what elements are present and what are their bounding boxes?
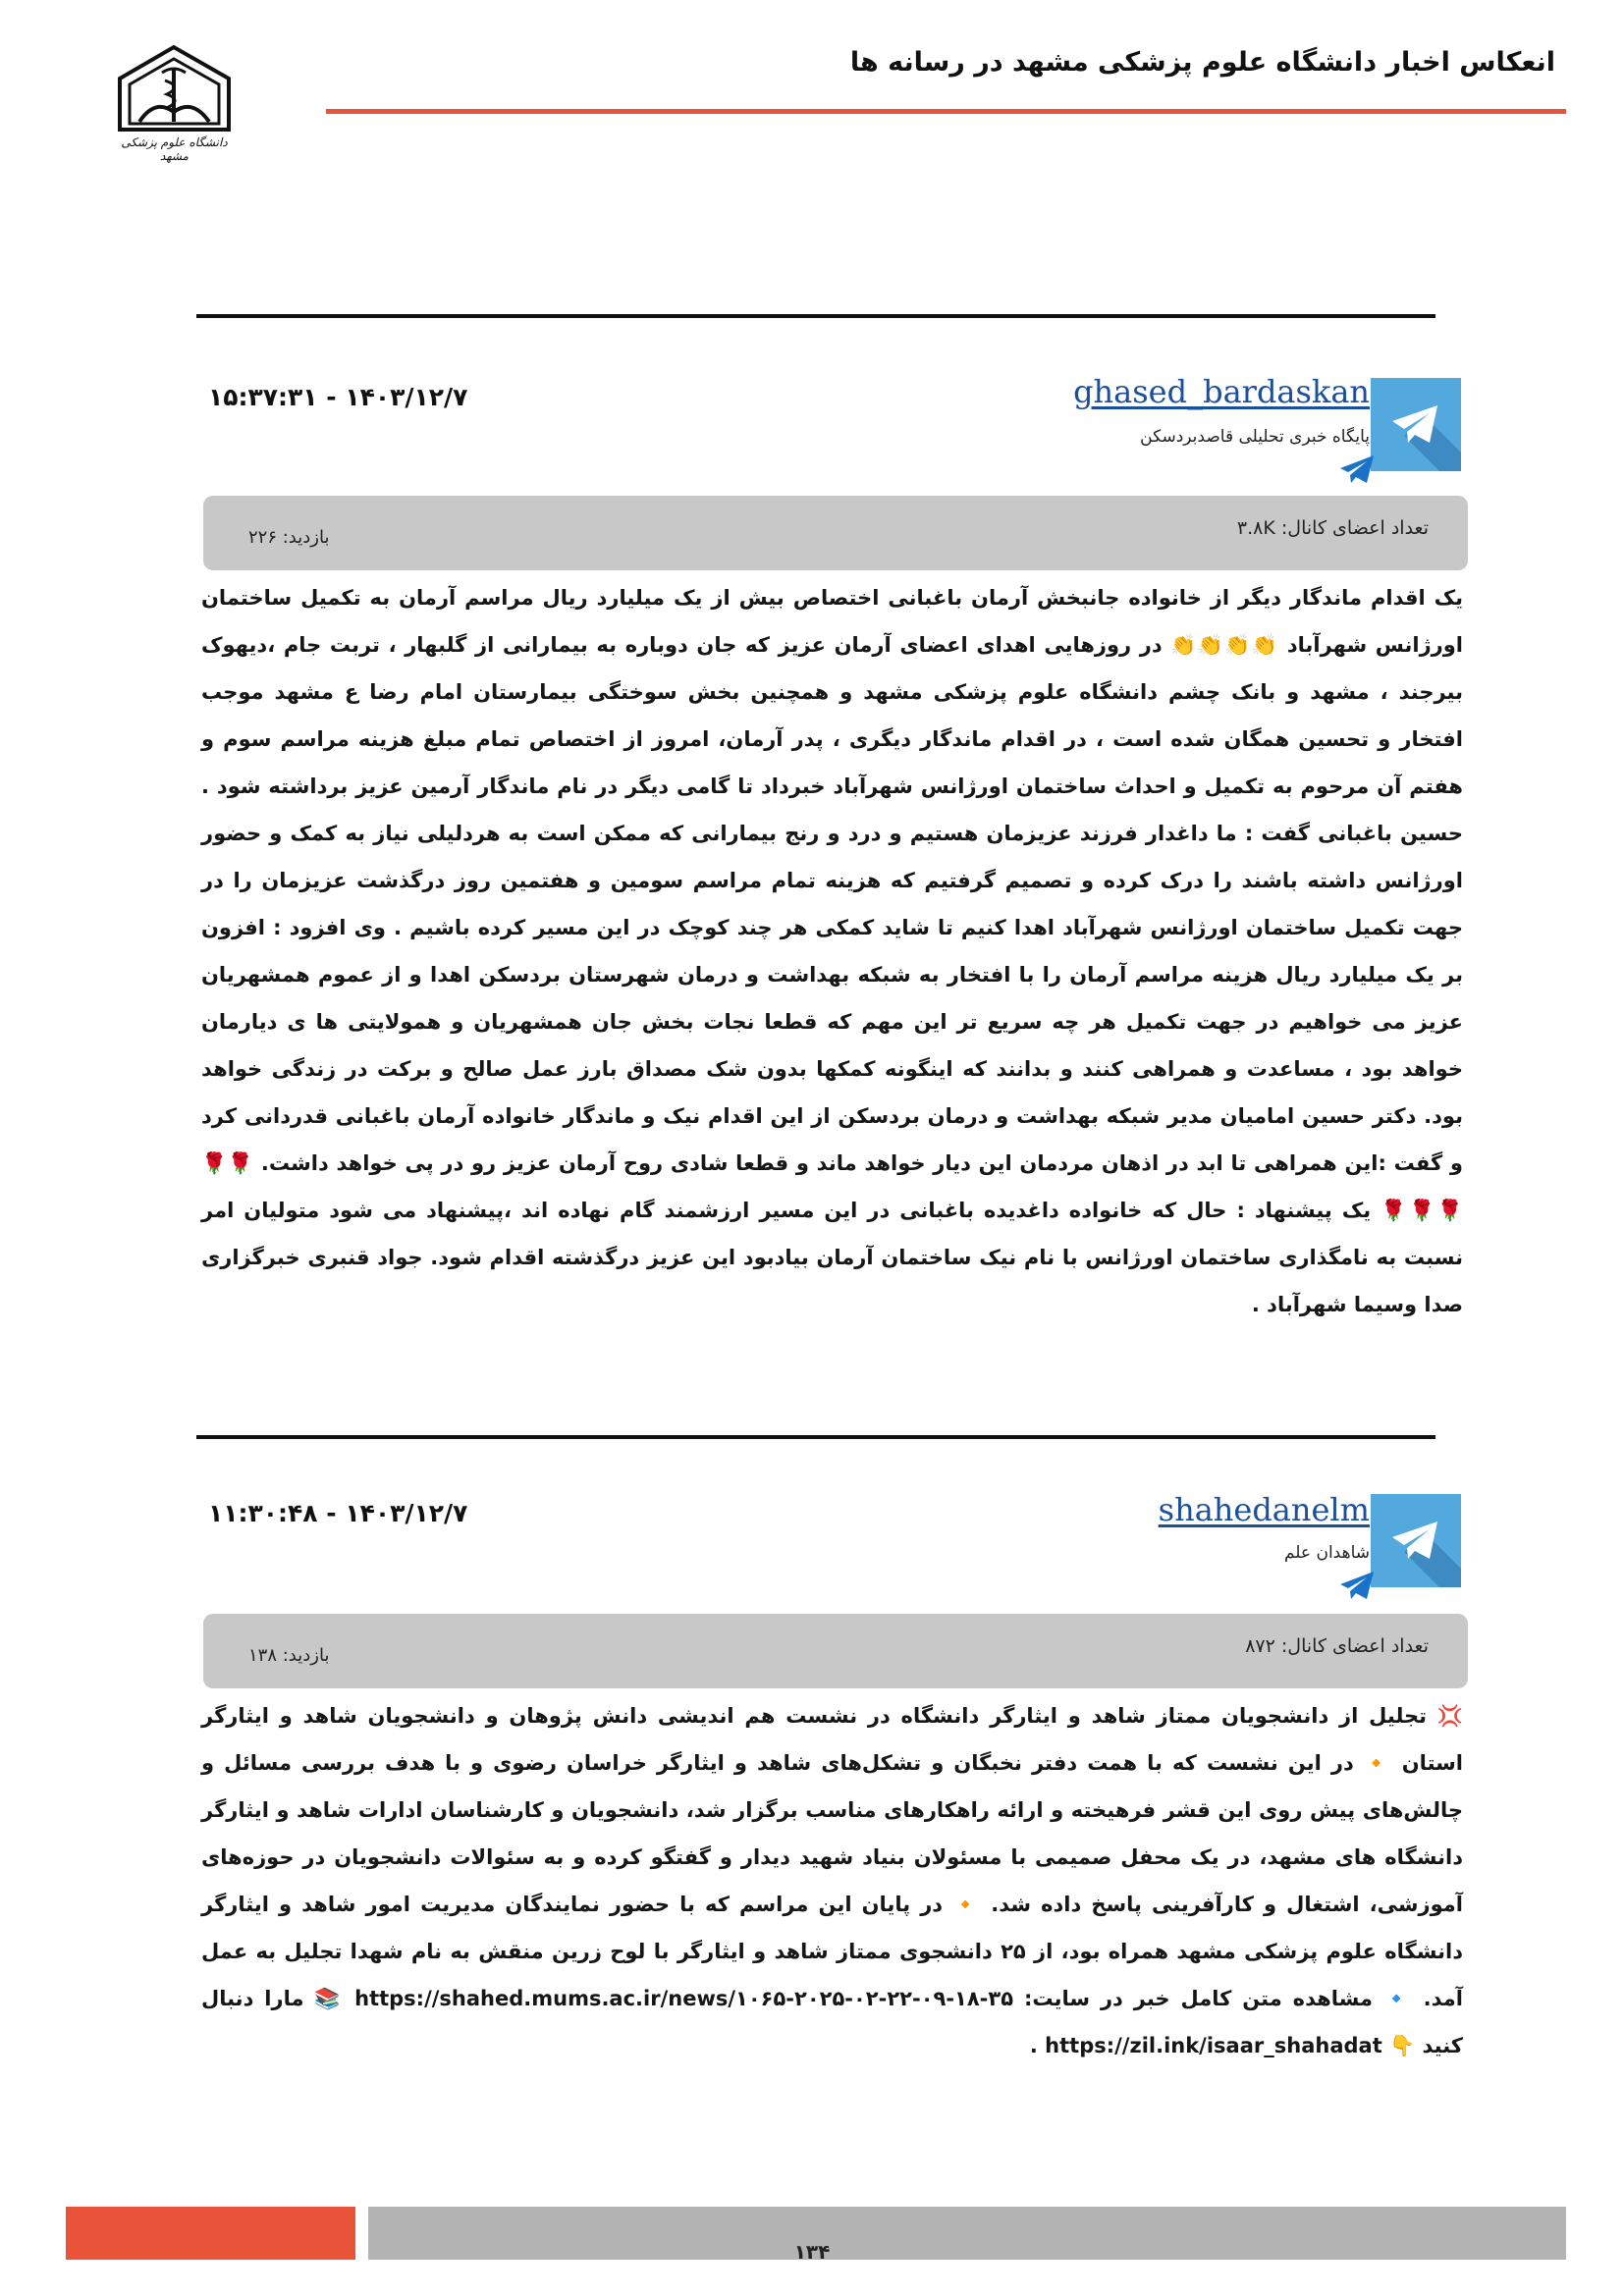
channel-handle-link[interactable]: shahedanelm (1158, 1491, 1370, 1528)
post-divider (196, 314, 1435, 318)
channel-handle-link[interactable]: ghased_bardaskan (1073, 373, 1370, 410)
channel-members-count: تعداد اعضای کانال: ۳.۸K (1236, 517, 1429, 539)
university-logo-caption: دانشگاه علوم پزشکی مشهد (121, 135, 228, 163)
telegram-small-icon (1338, 1570, 1376, 1601)
news-post-2 (196, 1435, 1461, 2122)
post-stats-bar (203, 496, 1468, 570)
post-stats-bar (203, 1614, 1468, 1688)
footer-gray-bar (368, 2207, 1566, 2260)
post-views-count: بازدید: ۱۳۸ (248, 1645, 330, 1666)
header-accent-line (326, 109, 1566, 114)
post-body-text: 💢 تجلیل از دانشجویان ممتاز شاهد و ایثارگر دانشگاه در نشست هم اندیشی دانش پژوهان و دانشجویان شاهد و ایثارگر استان 🔸 در این نشست که با همت دفتر نخبگان و تشکل‌های شاهد و ایثارگر خراسان رضوی و با هدف بررسی مسائل و چالش‌های پیش روی این قشر فرهیخته و ارائه راهکارهای مناسب برگزار شد، دانشجویان و کارشناسان ادارات شاهد و ایثارگر دانشگاه های مشهد، در یک محفل صمیمی با مسئولان بنیاد شهید دیدار و گفتگو کرده و به سئوالات دانشجویان در حوزه‌های آموزشی، اشتغال و کارآفرینی پاسخ داده شد. 🔸 در پایان این مراسم که با حضور نمایندگان مدیریت امور شاهد و ایثارگر دانشگاه علوم پزشکی مشهد همراه بود، از ۲۵ دانشجوی ممتاز شاهد و ایثارگر با لوح زرین منقش به نام شهدا تجلیل به عمل آمد. 🔹 مشاهده متن کامل خبر در سایت: https://shahed.mums.ac.ir/news/۱۰۶۵-۲۰۲۵-۰۲-۲۲-۰۹-۱۸-۳۵ 📚 مارا دنبال کنید 👇 https://zil.ink/isaar_shahadat . (201, 1704, 1463, 2057)
channel-name: شاهدان علم (1283, 1543, 1370, 1563)
post-divider (196, 1435, 1435, 1439)
channel-members-count: تعداد اعضای کانال: ۸۷۲ (1245, 1635, 1429, 1657)
post-datetime: ۱۱:۳۰:۴۸ - ۱۴۰۳/۱۲/۷ (208, 1499, 468, 1527)
telegram-icon[interactable] (1371, 378, 1461, 471)
telegram-small-icon (1338, 454, 1376, 485)
channel-name: پایگاه خبری تحلیلی قاصدبردسکن (1140, 427, 1370, 447)
footer-accent-bar (66, 2207, 355, 2260)
telegram-icon[interactable] (1371, 1494, 1461, 1587)
page-header-title: انعکاس اخبار دانشگاه علوم پزشکی مشهد در رسانه ها (849, 47, 1555, 78)
post-datetime: ۱۵:۳۷:۳۱ - ۱۴۰۳/۱۲/۷ (208, 383, 468, 411)
post-body-text: یک اقدام ماندگار دیگر از خانواده جانبخش آرمان باغبانی اختصاص بیش از یک میلیارد ریال مراسم آرمان به تکمیل ساختمان اورژانس شهرآباد 👏👏👏👏 در روزهایی اهدای اعضای آرمان عزیز که جان دوباره به بیمارانی از گلبهار ، تربت جام ،دیهوک بیرجند ، مشهد و بانک چشم دانشگاه علوم پزشکی مشهد و همچنین بخش سوختگی بیمارستان امام رضا ع مشهد موجب افتخار و تحسین همگان شده است ، در اقدام ماندگار دیگری ، پدر آرمان، امروز از اختصاص تمام مبلغ هزینه مراسم سوم و هفتم آن مرحوم به تکمیل و احداث ساختمان اورژانس شهرآباد خبرداد تا گامی دیگر در نام ماندگار آرمین عزیز برداشته شود . حسین باغبانی گفت : ما داغدار فرزند عزیزمان هستیم و درد و رنج بیمارانی که ممکن است به هردلیلی نیاز به کمک و حضور اورژانس داشته باشند را درک کرده و تصمیم گرفتیم که هزینه تمام مراسم سومین و هفتمین روز درگذشت عزیزمان را در جهت تکمیل ساختمان اورژانس شهرآباد اهدا کنیم تا شاید کمکی هر چند کوچک در این مسیر کرده باشیم . وی افزود : افزون بر یک میلیارد ریال هزینه مراسم آرمان را با افتخار به شبکه بهداشت و درمان شهرستان بردسکن اهدا و از عموم همشهریان عزیز می خواهیم در جهت تکمیل هر چه سریع تر این مهم که قطعا نجات بخش جان همشهریان و همولایتی ها ی دیارمان خواهد بود ، مساعدت و همراهی کنند و بدانند که اینگونه کمکها بدون شک مصداق بارز عمل صالح و برکت در زندگی خواهد بود. دکتر حسین امامیان مدیر شبکه بهداشت و درمان بردسکن از این اقدام نیک و ماندگار خانواده آرمان باغبانی قدردانی کرد و گفت :این همراهی تا ابد در اذهان مردمان این دیار خواهد ماند و قطعا شادی روح آرمان عزیز رو در پی خواهد داشت. 🌹🌹🌹🌹🌹 یک پیشنهاد : حال که خانواده داغدیده باغبانی در این مسیر ارزشمند گام نهاده اند ،پیشنهاد می شود متولیان امر نسبت به نامگذاری ساختمان اورژانس با نام نیک ساختمان آرمان بیادبود این عزیز درگذشته اقدام شود. جواد قنبری خبرگزاری صدا وسیما شهرآباد . (201, 586, 1463, 1316)
post-views-count: بازدید: ۲۲۶ (248, 527, 330, 548)
page-number: ۱۳۴ (793, 2240, 831, 2264)
news-post-1 (196, 314, 1461, 1315)
